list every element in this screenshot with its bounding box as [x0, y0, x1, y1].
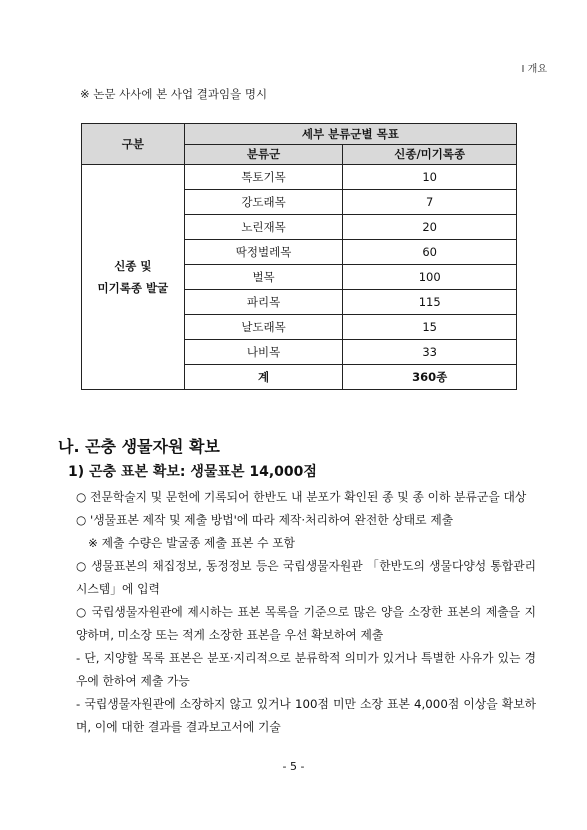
body-text: [76, 486, 536, 739]
count-cell: 10: [343, 165, 517, 190]
count-cell: 100: [343, 265, 517, 290]
count-cell: 60: [343, 240, 517, 265]
section-header: Ⅰ 개요: [521, 64, 547, 75]
total-label: 계: [184, 365, 343, 390]
bullet-2-text: ○ '생물표본 제작 및 제출 방법'에 따라 제작·처리하여 완전한 상태로 제출: [76, 513, 454, 527]
taxon-cell: 딱정벌레목: [184, 240, 343, 265]
row-group-line2: 미기록종 발굴: [97, 281, 169, 295]
dash-1: [76, 647, 536, 693]
bullet-3: [76, 555, 536, 601]
bullet-2-note: [76, 532, 536, 555]
note-acknowledgment: ※ 논문 사사에 본 사업 결과임을 명시: [80, 87, 268, 101]
count-cell: 33: [343, 340, 517, 365]
subsection-title: 1) 곤충 표본 확보: 생물표본 14,000점: [68, 464, 317, 480]
dash-1-text: - 단, 지양할 목록 표본은 분포·지리적으로 분류학적 의미가 있거나 특별한 사유가 있는 경우에 한하여 제출 가능: [76, 651, 536, 688]
taxon-cell: 나비목: [184, 340, 343, 365]
bullet-2-note-text: ※ 제출 수량은 발굴종 제출 표본 수 포함: [88, 536, 296, 550]
count-cell: 7: [343, 190, 517, 215]
taxon-cell: 파리목: [184, 290, 343, 315]
page-number: - 5 -: [282, 760, 305, 773]
bullet-4: [76, 601, 536, 647]
bullet-1-text: ○ 전문학술지 및 문헌에 기록되어 한반도 내 분포가 확인된 종 및 종 이하 분류군을 대상: [76, 490, 527, 504]
count-cell: 15: [343, 315, 517, 340]
header-main: 세부 분류군별 목표: [184, 124, 516, 145]
taxon-cell: 톡토기목: [184, 165, 343, 190]
taxon-cell: 강도래목: [184, 190, 343, 215]
taxon-cell: 벌목: [184, 265, 343, 290]
dash-2: [76, 693, 536, 739]
bullet-2: [76, 509, 536, 532]
header-count: 신종/미기록종: [343, 144, 517, 165]
row-group-line1: 신종 및: [114, 259, 152, 273]
taxon-cell: 노린재목: [184, 215, 343, 240]
count-cell: 20: [343, 215, 517, 240]
bullet-1: [76, 486, 536, 509]
count-cell: 115: [343, 290, 517, 315]
dash-2-text: - 국립생물자원관에 소장하지 않고 있거나 100점 미만 소장 표본 4,000점 이상을 확보하며, 이에 대한 결과를 결과보고서에 기술: [76, 697, 536, 734]
bullet-4-text: ○ 국립생물자원관에 제시하는 표본 목록을 기준으로 많은 양을 소장한 표본의 제출을 지양하며, 미소장 또는 적게 소장한 표본을 우선 확보하여 제출: [76, 605, 536, 642]
goal-table: [81, 123, 517, 390]
taxon-cell: 날도래목: [184, 315, 343, 340]
row-group-label: [82, 165, 185, 390]
section-title: 나. 곤충 생물자원 확보: [58, 437, 220, 456]
header-group: 구분: [82, 124, 185, 165]
bullet-3-text: ○ 생물표본의 채집정보, 동정정보 등은 국립생물자원관 「한반도의 생물다양성 통합관리시스템」에 입력: [76, 559, 536, 596]
total-value: 360종: [343, 365, 517, 390]
header-taxon: 분류군: [184, 144, 343, 165]
